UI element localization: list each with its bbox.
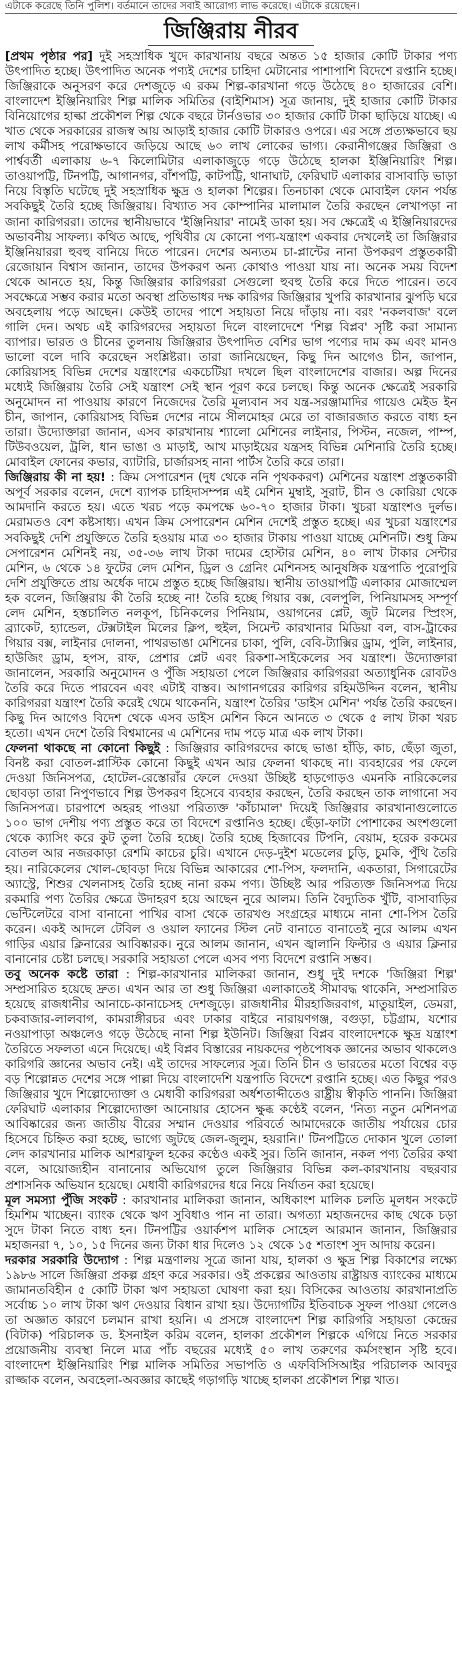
- section-text: : শিল্প মন্ত্রণালয় সূত্রে জানা যায়, হালকা ও ক্ষুদ্র শিল্প বিকাশের লক্ষ্যে ১৯৮৬ সালে জিঞ্জিরা প্রকল্প গ্রহণ করে সরকার। ওই প্রকল্পের আওতায় রাষ্ট্রায়ত্ত ব্যাংকের মাধ্যমে জামানতবিহীন ৫ কোটি টাকা ঋণ সহায়তা ঘোষণা করা হয়। বিসিকের আওতায় কারখানাপ্রতি সর্বোচ্চ ১০ লাখ টাকা ঋণ দেওয়ার বিধান রাখা হয়। উদ্যোগটির ইতিবাচক সুফল পাওয়া গেলেও তা অজ্ঞাত কারণে চলমান রাখা হয়নি। এ প্রসঙ্গে বাংলাদেশ শিল্প কারিগরি সহায়তা কেন্দ্রের (বিটাক) পরিচালক ড. ইসনাইল করিম বলেন, হালকা প্রকৌশল শিল্পকে এগিয়ে নিতে সরকার প্রয়োজনীয় ব্যবস্থা নিলে মাত্র পাঁচ বছরের মধ্যেই ৫০ লাখ তরুণের কর্মসংস্থান সৃষ্টি হবে। বাংলাদেশ ইঞ্জিনিয়ারিং শিল্প মালিক সমিতির সভাপতি ও এফবিসিসিআইর পরিচালক আবদুর রাজ্জাক বলেন, অবহেলা-অবজ্ঞার কাছেই গড়াগড়ি খাচ্ছে হালকা প্রকৌশল শিল্প খাত।: [5, 1252, 457, 1388]
- article-paragraph: [5, 49, 457, 470]
- section-text: : ক্রিম সেপারেশন (দুধ থেকে ননি পৃথককরণ) মেশিনের যন্ত্রাংশ প্রস্তুতকারী অপূর্ব সরকার বলেন, দেশে ব্যাপক চাহিদাসম্পন্ন এই মেশিন মুম্বাই, সুরাট, চীন ও কোরিয়া থেকে আমদানি করতে হয়। এতে খরচ পড়ে কমপক্ষে ৬০-৭০ হাজার টাকা। খুচরা যন্ত্রাংশও দুর্লভ। মেরামতও বেশ কষ্টসাধ্য। এখন ক্রিম সেপারেশন মেশিন দেশেই প্রস্তুত হচ্ছে। এর খুচরা যন্ত্রাংশের সবকিছুই দেশি প্রযুক্তিতে তৈরি হওয়ায় মাত্র ৩০ হাজার টাকায় পাওয়া যাচ্ছে মেশিনটি। শুধু ক্রিম সেপারেশন মেশিনই নয়, ৩৫-৩৬ লাখ টাকা দামের হোস্টার মেশিন, ৪০ লাখ টাকার সেন্টার মেশিন, ৬ থেকে ১৪ ফুটের লেদ মেশিন, ড্রিল ও গ্রেনিং মেশিনসহ আনুষঙ্গিক যন্ত্রপাতি পুরোপুরি দেশি প্রযুক্তিতে প্রায় অর্ধেক দামে প্রস্তুত হচ্ছে জিঞ্জিরায়। স্থানীয় তাওয়াপট্টি এলাকার মোজাম্মেল হক বলেন, জিঞ্জিরায় কী তৈরি হচ্ছে না! তৈরি হচ্ছে গিয়ার বক্স, বেলপুলি, পিনিয়ামসহ সম্পূর্ণ লেদ মেশিন, হস্তচালিত নলকূপ, চিনিকলের পিনিয়াম, ওয়াগনের প্লেট, জুট মিলের স্প্রিংস, ব্র্যাকেট, হ্যান্ডেল, টেক্সটাইল মিলের ক্লিপ, হুইল, সিমেন্ট কারখানার মিডিয়া বল, বাস-ট্রাকের গিয়ার বক্স, লাইনার দোলনা, পাথরভাঙা মেশিনের চাকা, পুলি, বেবি-ট্যাক্সির ড্রাম, পুলি, লাইনার, হাউজিং ড্রাম, হপস, রাফ, প্রেশার প্লেট এবং রিকশা-সাইকেলের সব যন্ত্রাংশ। উদ্যোক্তারা জানালেন, সরকারি অনুমোদন ও পুঁজি সহায়তা পেলে জিঞ্জিরার কারিগররা অত্যাধুনিক রোবটও তৈরি করে দিতে পারবেন এবং এটাই বাস্তব। আগানগরের কারিগর রহিমউদ্দিন বলেন, স্থানীয় কারিগররা যন্ত্রাংশ তৈরি করেই থেমে থাকেননি, যন্ত্রাংশ তৈরির 'ডাইস মেশিন' পর্যন্ত তৈরি করছেন। কিছু দিন আগেও বিদেশ থেকে এসব ডাইস মেশিন কিনে আনতে ৩ থেকে ৫ লাখ টাকা খরচ হতো। এখন দেশে তৈরি বিশ্বমানের এ মেশিনের দাম পড়ে মাত্র এক লাখ টাকা।: [5, 470, 457, 741]
- article-paragraph: [5, 741, 457, 967]
- section-lead: দরকার সরকারি উদ্যোগ: [5, 1252, 119, 1267]
- article-paragraph: [5, 1253, 457, 1388]
- article-paragraph: [5, 470, 457, 741]
- section-lead: জিঞ্জিরায় কী না হয়!: [5, 470, 106, 485]
- previous-article-tail: এটাকে করেছে তিনি পুলিশ। বর্তমানে তাদের সবাই আরোগ্য লাভ করেছে। এটাকে রয়েছেন।: [5, 0, 457, 14]
- section-text: : শিল্প-কারখানার মালিকরা জানান, শুধু দুই দশকে 'জিঞ্জিরা শিল্প' সম্প্রসারিত হয়েছে দ্রুত। এখন আর তা শুধু জিঞ্জিরা এলাকাতেই সীমাবদ্ধ থাকেনি, সম্প্রসারিত হয়েছে রাজধানীর আনাচে-কানাচেসহ দেশজুড়ে। রাজধানীর মীরহাজিরবাগ, মাতুয়াইল, ডেমরা, চকবাজার-লালবাগ, কামরাঙ্গীরচর এবং ঢাকার বাইরে নারায়ণগঞ্জ, বগুড়া, চট্টগ্রাম, যশোর নওয়াপাড়া অঞ্চলেও গড়ে উঠেছে নানা শিল্প ইউনিট। জিঞ্জিরা বিপ্লব বাংলাদেশকে ক্ষুদ্র যন্ত্রাংশ তৈরিতে সফলতা এনে দিয়েছে। এই বিপ্লব বিস্তারের নায়কদের পৃষ্ঠপোষক জ্ঞানের অভাব থাকলেও কারিগরি জ্ঞানের অভাব নেই। এই তাদের সাফল্যের সূত্র। তিনি চীন ও ভারতের মতো বিশ্বের বড় বড় শিল্পোন্নত দেশের সঙ্গে পাল্লা দিয়ে বাংলাদেশি যন্ত্রপাতি বিদেশে রপ্তানি হচ্ছে। এত কিছুর পরও জিঞ্জিরার খুদে শিল্পোদ্যোক্তা ও মেধাবী কারিগররা অর্ধশতাব্দীতেও রাষ্ট্রীয় স্বীকৃতি পাননি। জিঞ্জিরা ফেরিঘাট এলাকার শিল্পোদ্যোক্তা আনোয়ার হোসেন ক্ষুব্ধ কণ্ঠেই বলেন, 'নিত্য নতুন মেশিনপত্র আবিষ্কারের জন্য জাতীয় বীরের সম্মান দেওয়ার পরিবর্তে আমাদেরকে জাতীয় পর্যায়ের চোর হিসেবে চিহ্নিত করা হচ্ছে, ভাগ্যে জুটছে জেল-জুলুম, হয়রানি।' টিনপট্টিতে দোকান খুলে তোলা লেদ কারখানার মালিক আশরাফুল হকের কণ্ঠেও একই সুর। তিনি জানান, নকল পণ্য তৈরির কথা বলে, আয়োজ্যহীন বানানোর অভিযোগ তুলে জিঞ্জিরার বিভিন্ন কল-কারখানায় বছরবার প্রশাসনিক অভিযান হয়েছে। মেধাবী কারিগরদের ধরে নিয়ে নির্যাতন করা হয়েছে।: [5, 966, 457, 1192]
- section-lead: তবু অনেক কষ্টে তারা: [5, 966, 119, 981]
- section-text: : কারখানার মালিকরা জানান, অধিকাংশ মালিক চলতি মূলধন সংকটে হিমশিম খাচ্ছেন। ব্যাংক থেকে ঋণ সুবিধাও পান না তারা। অগত্যা মহাজনদের কাছ থেকে চড়া সুদে টাকা নিতে বাধ্য হন। টিনপট্টির ওয়ার্কশপ মালিক সোহেল আরমান জানান, জিঞ্জিরার মহাজনরা ৭, ১০, ১৫ দিনের জন্য টাকা ধার দিলেও ১২ থেকে ১৫ শতাংশ সুদ আদায় করেন।: [5, 1192, 457, 1252]
- headline-area: [5, 14, 457, 49]
- article-body: [5, 49, 457, 1388]
- section-lead: ফেলনা থাকছে না কোনো কিছুই: [5, 741, 161, 756]
- section-lead: মূল সমস্যা পুঁজি সংকট: [5, 1192, 117, 1207]
- section-lead: [প্রথম পৃষ্ঠার পর]: [5, 49, 93, 63]
- section-text: দুই সহস্রাধিক খুদে কারখানায় বছরে অন্তত ১৫ হাজার কোটি টাকার পণ্য উৎপাদিত হচ্ছে। উৎপাদিত অনেক পণ্যই দেশের চাহিদা মেটানোর পাশাপাশি বিদেশে রপ্তানি হচ্ছে। জিঞ্জিরাকে অনুসরণ করে দেশজুড়ে এ রকম শিল্প-কারখানা গড়ে উঠেছে ৪০ হাজারের বেশি। বাংলাদেশ ইঞ্জিনিয়ারিং শিল্প মালিক সমিতির (বাইশিমাস) সূত্র জানায়, দুই হাজার কোটি টাকার বিনিয়োগের হাল্কা প্রকৌশল শিল্প থেকে বছরে টার্নওভার ৩০ হাজার কোটি টাকা ছাড়িয়ে যাচ্ছে। এ খাত থেকে সরকারের রাজস্ব আয় আড়াই হাজার কোটি টাকারও ওপরে। এর সঙ্গে প্রত্যক্ষভাবে ছয় লাখ কর্মীসহ পরোক্ষভাবে জড়িয়ে আছে ৬০ লাখ লোকের ভাগ্য। কেরানীগঞ্জের জিঞ্জিরা ও পার্শ্ববর্তী এলাকায় ৬-৭ কিলোমিটার এলাকাজুড়ে গড়ে উঠেছে হালকা ইঞ্জিনিয়ারিং শিল্প। তাওয়াপট্টি, টিনপট্টি, আগানগর, বাঁশপট্টি, কাটপট্টি, থানাঘাট, ফেরিঘাট এলাকার বাসাবাড়ি ভাড়া নিয়ে বিস্তৃতি ঘটেছে দুই সহস্রাধিক ক্ষুদ্র ও হালকা শিল্পের। তিনচাকা থেকে মোবাইল ফোন পর্যন্ত সবকিছুই তৈরি হচ্ছে জিঞ্জিরায়। বিখ্যাত সব কোম্পানির মালামাল তৈরি করছেন লেখাপড়া না জানা কারিগররা। তাদের স্থানীয়ভাবে 'ইঞ্জিনিয়ার' নামেই ডাকা হয়। সব ক্ষেত্রেই এ ইঞ্জিনিয়ারদের অভাবনীয় সাফল্য। কথিত আছে, পৃথিবীর যে কোনো পণ্য-যন্ত্রাংশ একবার দেখলেই তা জিঞ্জিরার ইঞ্জিনিয়াররা হুবহু বানিয়ে দিতে পারেন। দেশের অন্যতম চা-প্লান্টের নানা উপকরণ প্রস্তুতকারী রেজোয়ান বিশ্বাস জানান, তাদের উপকরণ অন্য কোথাও পাওয়া যায় না। অনেক সময় বিদেশ থেকে আনতে হয়, কিন্তু জিঞ্জিরার কারিগররা সেগুলো হুবহু তৈরি করে দিতে পারেন। তবে সবক্ষেত্রে সম্ভব করার মতো অবস্থা প্রতিভাধর দক্ষ কারিগর জিঞ্জিরার খুপরি কারখানার ঝুপড়ি ঘরে অবহেলায় পড়ে আছেন। কেউই তাদের পাশে সহায়তা নিয়ে দাঁড়ায় না। বরং 'নকলবাজ' বলে গালি দেন। অথচ এই কারিগরদের সহায়তা দিলে বাংলাদেশে 'শিল্প বিপ্লব' সৃষ্টি করা সামান্য ব্যাপার। ভারত ও চীনের তুলনায় জিঞ্জিরার উৎপাদিত বেশির ভাগ পণ্যের দাম কম এবং মানও ভালো বলে দাবি করেছেন সংশ্লিষ্টরা। তারা জানিয়েছেন, কিছু দিন আগেও চীন, জাপান, কোরিয়াসহ বিভিন্ন দেশের যন্ত্রাংশের একচেটিয়া দখলে ছিল বাংলাদেশের বাজার। অল্প দিনের মধ্যেই জিঞ্জিরায় তৈরি সেই যন্ত্রাংশ সেই স্থান পূরণ করে চলছে। কিন্তু অনেক ক্ষেত্রেই সরকারি অনুমোদন না পাওয়ায় কারণে নিজেদের তৈরি মূল্যবান সব যন্ত্র-সরঞ্জামাদির গায়েও মেইড ইন চীন, জাপান, কোরিয়াসহ বিভিন্ন দেশের নামে সীলমোহর মেরে তা বাজারজাত করতে বাধ্য হন তারা। উদ্যোক্তারা জানান, এসব কারখানায় শ্যালো মেশিনের লাইনার, পিস্টন, নজেল, পাম্প, টিউবওয়েল, ট্রলি, ধান ভাঙা ও মাড়াই, আখ মাড়াইয়ের যন্ত্রসহ বিভিন্ন মেশিনারি তৈরি হচ্ছে। মোবাইল ফোনের কভার, ব্যাটারি, চার্জারসহ নানা পার্টস তৈরি করে তারা।: [5, 49, 457, 470]
- article-paragraph: [5, 1193, 457, 1253]
- section-text: : জিঞ্জিরার কারিগরদের কাছে ভাঙা হাঁড়ি, কাচ, ছেঁড়া জুতা, বিনষ্ট করা বোতল-প্লাস্টিক কোনো কিছুই এখন আর ফেলনা থাকছে না। ব্যবহারের পর ফেলে দেওয়া জিনিসপত্র, হোটেল-রেস্তোরাঁর ফেলে দেওয়া উচ্ছিষ্ট হাড়গোড়ও এমনকি নারিকেলের ছোবড়া তারা নিপুণভাবে শিল্প উপকরণ হিসেবে ব্যবহার করছেন, তৈরি করছেন তাক লাগানো সব জিনিসপত্র। চারপাশে অহরহ পাওয়া পরিত্যক্ত 'কাঁচামাল' দিয়েই জিঞ্জিরার কারখানাগুলোতে ১০০ ভাগ দেশীয় পণ্য প্রস্তুত করে তা বিদেশে রপ্তানিও হচ্ছে। ছেঁড়া-ফাটা পোশাকের অংশগুলো থেকে ক্যাসিং করে কুট তুলা তৈরি হচ্ছে। তৈরি হচ্ছে হিজাবের টিপনি, বেয়াম, হরেক রকমের বোতল আর নজরকাড়া রেশমি কাচের চুরি। এখানে দেড়-দুইশ মডেলের চুড়ি, চুমকি, পুঁথি তৈরি হয়। নারিকেলের খোল-ছোবড়া দিয়ে বিভিন্ন আকারের শো-পিস, ফলদানি, একতারা, সিগারেটের অ্যাস্ট্রে, শিশুর খেলনাসহ তৈরি হচ্ছে নানা রকম পণ্য। উচ্ছিষ্ট আর পরিত্যক্ত জিনিসপত্র দিয়ে রকমারি পণ্য তৈরির ক্ষেত্রে উদাহরণ হয়ে আছেন নুরে আলম। তিনি বৈদ্যুতিক খুঁটি, বাসাবাড়ির ভেন্টিলেটরে বাসা বানানো পাখির বাসা থেকে তারখণ্ড সংগ্রহের মাধ্যমে নানা শো-পিস তৈরি করেন। একই আদলে টেবিল ও ওয়াল ফ্যানের স্টিল নেট বানাতে বানাতেই নুরে আলম এখন গাড়ির এয়ার ক্লিনারের আবিষ্কারক। নুরে আলম জানান, এখন জ্বালানি ফিল্টার ও এয়ার ক্লিনার বানানোর চেষ্টা চলছে। সরকারি সহায়তা পেলে এসব পণ্য বিদেশে রপ্তানি সম্ভব।: [5, 741, 457, 966]
- headline: জিঞ্জিরায় নীরব: [148, 17, 314, 46]
- article-paragraph: [5, 967, 457, 1193]
